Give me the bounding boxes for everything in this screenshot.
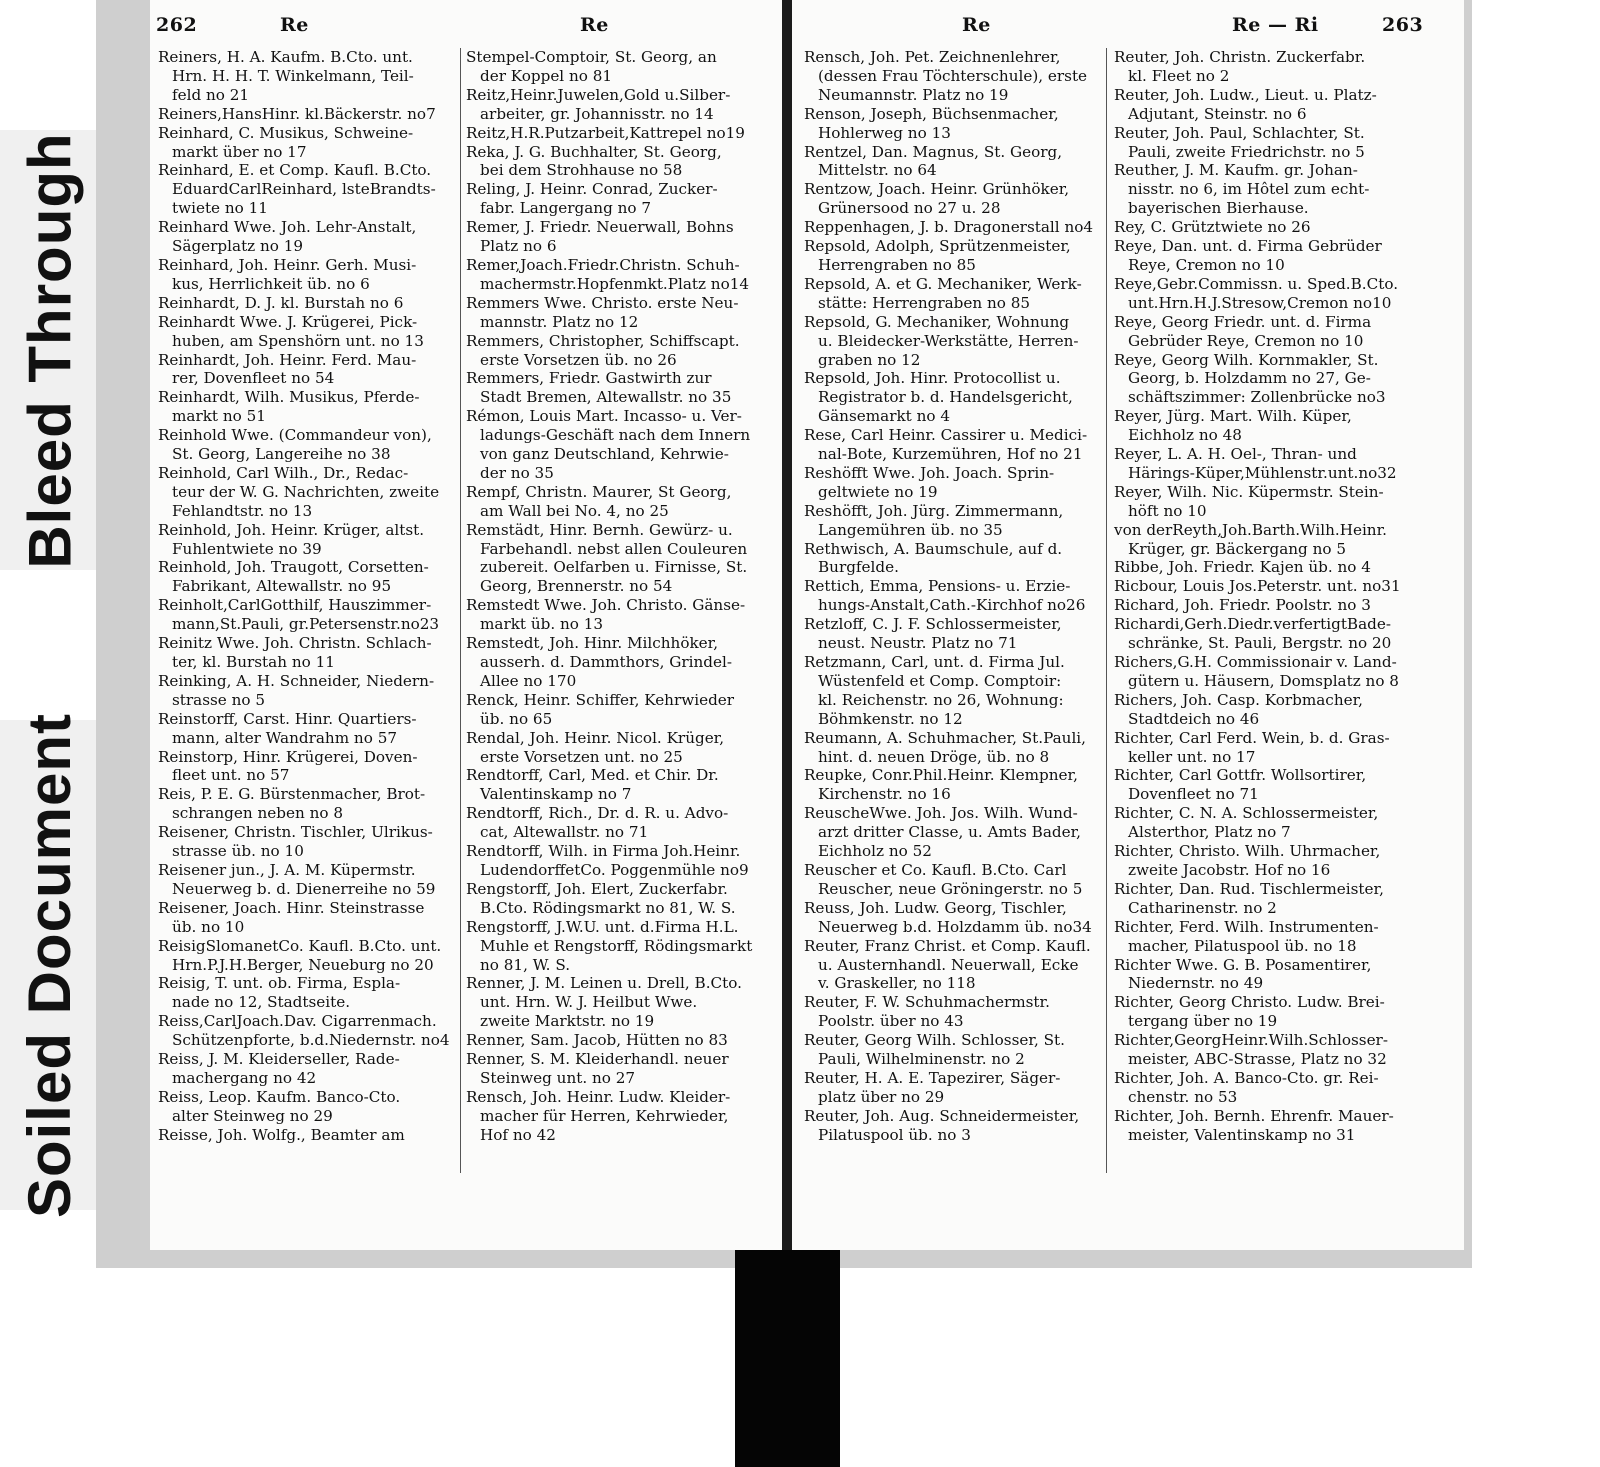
- right-running-head-center: Re: [962, 14, 991, 36]
- directory-entry-line: Langemühren üb. no 35: [818, 520, 1003, 539]
- directory-entry-line: Adjutant, Steinstr. no 6: [1128, 104, 1307, 123]
- directory-entry-line: Rengstorff, J.W.U. unt. d.Firma H.L.: [466, 917, 739, 936]
- directory-entry-line: Reisener, Joach. Hinr. Steinstrasse: [158, 898, 425, 917]
- directory-entry-line: Reinhold, Carl Wilh., Dr., Redac-: [158, 463, 409, 482]
- directory-entry-line: fleet unt. no 57: [172, 766, 290, 785]
- directory-entry-line: Reinking, A. H. Schneider, Niedern-: [158, 671, 435, 690]
- column-divider: [1106, 48, 1107, 1173]
- directory-entry-line: Repsold, Adolph, Sprützenmeister,: [804, 237, 1071, 256]
- directory-entry-line: St. Georg, Langereihe no 38: [172, 445, 391, 464]
- directory-entry-line: nisstr. no 6, im Hôtel zum echt-: [1128, 180, 1370, 199]
- directory-entry-line: Rey, C. Grütztwiete no 26: [1114, 218, 1311, 237]
- directory-entry-line: Rensch, Joh. Heinr. Ludw. Kleider-: [466, 1087, 731, 1106]
- directory-entry-line: Farbehandl. nebst allen Couleuren: [480, 539, 748, 558]
- directory-entry-line: Reiss,CarlJoach.Dav. Cigarrenmach.: [158, 1012, 437, 1031]
- directory-entry-line: (dessen Frau Töchterschule), erste: [818, 66, 1088, 85]
- directory-entry-line: der Koppel no 81: [480, 66, 613, 85]
- directory-entry-line: Reinhard, C. Musikus, Schweine-: [158, 123, 414, 142]
- directory-entry-line: Platz no 6: [480, 237, 557, 256]
- directory-entry-line: Alsterthor, Platz no 7: [1128, 823, 1291, 842]
- directory-entry-line: schränke, St. Pauli, Bergstr. no 20: [1128, 634, 1392, 653]
- directory-entry-line: Reling, J. Heinr. Conrad, Zucker-: [466, 180, 718, 199]
- directory-entry-line: Reyer, Wilh. Nic. Küpermstr. Stein-: [1114, 482, 1384, 501]
- directory-entry-line: Richter,GeorgHeinr.Wilh.Schlosser-: [1114, 1031, 1388, 1050]
- directory-entry-line: Remmers Wwe. Christo. erste Neu-: [466, 293, 739, 312]
- directory-entry-line: no 81, W. S.: [480, 955, 571, 974]
- directory-entry-line: Rendal, Joh. Heinr. Nicol. Krüger,: [466, 728, 725, 747]
- directory-entry-line: macher, Pilatuspool üb. no 18: [1128, 936, 1357, 955]
- directory-entry-line: Dovenfleet no 71: [1128, 785, 1259, 804]
- directory-entry-line: Registrator b. d. Handelsgericht,: [818, 388, 1073, 407]
- directory-entry-line: Reshöfft Wwe. Joh. Joach. Sprin-: [804, 463, 1055, 482]
- directory-entry-line: Reshöfft, Joh. Jürg. Zimmermann,: [804, 501, 1064, 520]
- directory-entry-line: Rensch, Joh. Pet. Zeichnenlehrer,: [804, 48, 1061, 66]
- directory-entry-line: Renner, Sam. Jacob, Hütten no 83: [466, 1031, 728, 1050]
- directory-entry-line: platz über no 29: [818, 1087, 945, 1106]
- directory-entry-line: Remer, J. Friedr. Neuerwall, Bohns: [466, 218, 734, 237]
- directory-entry-line: markt über no 17: [172, 142, 307, 161]
- directory-entry-line: mann, alter Wandrahm no 57: [172, 728, 398, 747]
- directory-entry-line: fabr. Langergang no 7: [480, 199, 652, 218]
- column-divider: [460, 48, 461, 1173]
- directory-entry-line: mann,St.Pauli, gr.Petersenstr.no23: [172, 615, 440, 634]
- directory-entry-line: Reiss, J. M. Kleiderseller, Rade-: [158, 1050, 400, 1069]
- directory-entry-line: Reyer, Jürg. Mart. Wilh. Küper,: [1114, 407, 1352, 426]
- directory-entry-line: Hohlerweg no 13: [818, 123, 951, 142]
- directory-entry-line: nal-Bote, Kurzemühren, Hof no 21: [818, 445, 1083, 464]
- directory-entry-line: Rese, Carl Heinr. Cassirer u. Medici-: [804, 426, 1088, 445]
- directory-entry-line: Reinhard, Joh. Heinr. Gerh. Musi-: [158, 255, 417, 274]
- directory-entry-line: strasse üb. no 10: [172, 842, 304, 861]
- directory-entry-line: Richard, Joh. Friedr. Poolstr. no 3: [1114, 596, 1371, 615]
- directory-entry-line: neust. Neustr. Platz no 71: [818, 634, 1018, 653]
- directory-entry-line: kus, Herrlichkeit üb. no 6: [172, 274, 370, 293]
- directory-entry-line: Reuscher et Co. Kaufl. B.Cto. Carl: [804, 860, 1067, 879]
- directory-entry-line: Reuter, Joh. Aug. Schneidermeister,: [804, 1106, 1080, 1125]
- directory-entry-line: Reye, Georg Wilh. Kornmakler, St.: [1114, 350, 1379, 369]
- directory-entry-line: bei dem Strohhause no 58: [480, 161, 683, 180]
- directory-entry-line: tergang über no 19: [1128, 1012, 1278, 1031]
- directory-entry-line: keller unt. no 17: [1128, 747, 1256, 766]
- directory-entry-line: strasse no 5: [172, 690, 266, 709]
- directory-entry-line: ReisigSlomanetCo. Kaufl. B.Cto. unt.: [158, 936, 442, 955]
- directory-entry-line: Reye, Cremon no 10: [1128, 255, 1285, 274]
- directory-entry-line: twiete no 11: [172, 199, 268, 218]
- directory-entry-line: Reisener jun., J. A. M. Küpermstr.: [158, 860, 416, 879]
- directory-entry-line: kl. Reichenstr. no 26, Wohnung:: [818, 690, 1064, 709]
- directory-entry-line: Rentzel, Dan. Magnus, St. Georg,: [804, 142, 1063, 161]
- directory-entry-line: Reiss, Leop. Kaufm. Banco-Cto.: [158, 1087, 401, 1106]
- directory-entry-line: Rethwisch, A. Baumschule, auf d.: [804, 539, 1063, 558]
- directory-entry-line: Muhle et Rengstorff, Rödingsmarkt: [480, 936, 753, 955]
- directory-entry-line: Rentzow, Joach. Heinr. Grünhöker,: [804, 180, 1070, 199]
- directory-entry-line: Böhmkenstr. no 12: [818, 709, 963, 728]
- directory-entry-line: hungs-Anstalt,Cath.-Kirchhof no26: [818, 596, 1086, 615]
- directory-entry-line: unt.Hrn.H.J.Stresow,Cremon no10: [1128, 293, 1392, 312]
- directory-entry-line: Richardi,Gerh.Diedr.verfertigtBade-: [1114, 615, 1391, 634]
- directory-entry-line: erste Vorsetzen üb. no 26: [480, 350, 677, 369]
- right-page-number: 263: [1382, 14, 1424, 36]
- directory-entry-line: Remmers, Christopher, Schiffscapt.: [466, 331, 740, 350]
- directory-entry-line: Richers, Joh. Casp. Korbmacher,: [1114, 690, 1364, 709]
- directory-entry-line: Reinhold Wwe. (Commandeur von),: [158, 426, 432, 445]
- directory-entry-line: höft no 10: [1128, 501, 1207, 520]
- directory-entry-line: Schützenpforte, b.d.Niedernstr. no4: [172, 1031, 450, 1050]
- directory-entry-line: Poolstr. über no 43: [818, 1012, 964, 1031]
- book-gutter: [782, 0, 792, 1258]
- directory-entry-line: Neumannstr. Platz no 19: [818, 85, 1009, 104]
- directory-entry-line: Fabrikant, Altewallstr. no 95: [172, 577, 392, 596]
- directory-entry-line: mannstr. Platz no 12: [480, 312, 639, 331]
- directory-entry-line: Reinhardt, Wilh. Musikus, Pferde-: [158, 388, 420, 407]
- directory-entry-line: Reiners, H. A. Kaufm. B.Cto. unt.: [158, 48, 413, 66]
- directory-entry-line: Gänsemarkt no 4: [818, 407, 951, 426]
- directory-entry-line: ter, kl. Burstah no 11: [172, 653, 335, 671]
- directory-entry-line: am Wall bei No. 4, no 25: [480, 501, 669, 520]
- directory-entry-line: geltwiete no 19: [818, 482, 938, 501]
- directory-entry-line: Catharinenstr. no 2: [1128, 898, 1277, 917]
- directory-entry-line: v. Graskeller, no 118: [818, 974, 976, 993]
- directory-entry-line: Richter, Ferd. Wilh. Instrumenten-: [1114, 917, 1379, 936]
- directory-entry-line: Niedernstr. no 49: [1128, 974, 1264, 993]
- directory-entry-line: Georg, Brennerstr. no 54: [480, 577, 673, 596]
- directory-entry-line: meister, Valentinskamp no 31: [1128, 1125, 1356, 1144]
- directory-entry-line: Remmers, Friedr. Gastwirth zur: [466, 369, 712, 388]
- directory-entry-line: Reinstorp, Hinr. Krügerei, Doven-: [158, 747, 418, 766]
- directory-entry-line: Richter, Carl Gottfr. Wollsortirer,: [1114, 766, 1367, 785]
- directory-entry-line: markt üb. no 13: [480, 615, 604, 634]
- directory-entry-line: Reinitz Wwe. Joh. Christn. Schlach-: [158, 634, 432, 653]
- directory-entry-line: macher für Herren, Kehrwieder,: [480, 1106, 729, 1125]
- directory-entry-line: Krüger, gr. Bäckergang no 5: [1128, 539, 1347, 558]
- directory-entry-line: Repsold, G. Mechaniker, Wohnung: [804, 312, 1070, 331]
- directory-entry-line: Reitz,Heinr.Juwelen,Gold u.Silber-: [466, 85, 731, 104]
- directory-entry-line: Stadt Bremen, Altewallstr. no 35: [480, 388, 732, 407]
- directory-entry-line: Pauli, Wilhelminenstr. no 2: [818, 1050, 1025, 1069]
- directory-entry-line: Reuter, Joh. Paul, Schlachter, St.: [1114, 123, 1365, 142]
- directory-entry-line: Rettich, Emma, Pensions- u. Erzie-: [804, 577, 1071, 596]
- directory-entry-line: arzt dritter Classe, u. Amts Bader,: [818, 823, 1082, 842]
- left-page-column-2: [466, 48, 766, 1145]
- directory-entry-line: Reye,Gebr.Commissn. u. Sped.B.Cto.: [1114, 274, 1399, 293]
- directory-entry-line: feld no 21: [172, 85, 250, 104]
- directory-entry-line: Stadtdeich no 46: [1128, 709, 1260, 728]
- directory-entry-line: zweite Marktstr. no 19: [480, 1012, 655, 1031]
- left-page-number: 262: [156, 14, 198, 36]
- directory-entry-line: Valentinskamp no 7: [480, 785, 632, 804]
- directory-entry-line: Reinhard Wwe. Joh. Lehr-Anstalt,: [158, 218, 417, 237]
- directory-entry-line: Härings-Küper,Mühlenstr.unt.no32: [1128, 463, 1397, 482]
- directory-entry-line: Reuter, Georg Wilh. Schlosser, St.: [804, 1031, 1065, 1050]
- directory-entry-line: Hof no 42: [480, 1125, 556, 1144]
- directory-entry-line: Steinweg unt. no 27: [480, 1068, 636, 1087]
- directory-entry-line: Fuhlentwiete no 39: [172, 539, 322, 558]
- directory-entry-line: Hrn. H. H. T. Winkelmann, Teil-: [172, 66, 414, 85]
- directory-entry-line: von derReyth,Joh.Barth.Wilh.Heinr.: [1114, 520, 1388, 539]
- directory-entry-line: Stempel-Comptoir, St. Georg, an: [466, 48, 717, 66]
- directory-entry-line: Pilatuspool üb. no 3: [818, 1125, 971, 1144]
- directory-entry-line: alter Steinweg no 29: [172, 1106, 333, 1125]
- directory-entry-line: zweite Jacobstr. Hof no 16: [1128, 860, 1331, 879]
- left-page: [150, 0, 784, 1250]
- directory-entry-line: cat, Altewallstr. no 71: [480, 823, 649, 842]
- directory-entry-line: Reiners,HansHinr. kl.Bäckerstr. no7: [158, 104, 436, 123]
- directory-entry-line: stätte: Herrengraben no 85: [818, 293, 1031, 312]
- directory-entry-line: Reuss, Joh. Ludw. Georg, Tischler,: [804, 898, 1067, 917]
- directory-entry-line: bayerischen Bierhause.: [1128, 199, 1309, 218]
- directory-entry-line: Reinstorff, Carst. Hinr. Quartiers-: [158, 709, 417, 728]
- directory-entry-line: Pauli, zweite Friedrichstr. no 5: [1128, 142, 1365, 161]
- directory-entry-line: Reinholt,CarlGotthilf, Hauszimmer-: [158, 596, 432, 615]
- directory-entry-line: Eichholz no 48: [1128, 426, 1242, 445]
- directory-entry-line: Repsold, A. et G. Mechaniker, Werk-: [804, 274, 1082, 293]
- directory-entry-line: huben, am Spenshörn unt. no 13: [172, 331, 424, 350]
- directory-entry-line: Eichholz no 52: [818, 842, 932, 861]
- directory-entry-line: Reyer, L. A. H. Oel-, Thran- und: [1114, 445, 1357, 464]
- directory-entry-line: Reuter, Joh. Christn. Zuckerfabr.: [1114, 48, 1366, 66]
- directory-entry-line: Rempf, Christn. Maurer, St Georg,: [466, 482, 732, 501]
- directory-entry-line: Renson, Joseph, Büchsenmacher,: [804, 104, 1059, 123]
- directory-entry-line: Retzloff, C. J. F. Schlossermeister,: [804, 615, 1062, 634]
- directory-entry-line: zubereit. Oelfarben u. Firnisse, St.: [480, 558, 748, 577]
- directory-entry-line: Reye, Dan. unt. d. Firma Gebrüder: [1114, 237, 1382, 256]
- directory-entry-line: Wüstenfeld et Comp. Comptoir:: [818, 671, 1062, 690]
- directory-entry-line: u. Bleidecker-Werkstätte, Herren-: [818, 331, 1079, 350]
- directory-entry-line: hint. d. neuen Dröge, üb. no 8: [818, 747, 1050, 766]
- directory-entry-line: Reinhardt Wwe. J. Krügerei, Pick-: [158, 312, 418, 331]
- directory-entry-line: Ribbe, Joh. Friedr. Kajen üb. no 4: [1114, 558, 1371, 577]
- directory-entry-line: Reinhold, Joh. Heinr. Krüger, altst.: [158, 520, 425, 539]
- directory-entry-line: teur der W. G. Nachrichten, zweite: [172, 482, 440, 501]
- directory-entry-line: Herrengraben no 85: [818, 255, 976, 274]
- directory-entry-line: Hrn.P.J.H.Berger, Neueburg no 20: [172, 955, 434, 974]
- left-running-head-center: Re: [580, 14, 609, 36]
- directory-entry-line: schrangen neben no 8: [172, 804, 344, 823]
- directory-entry-line: Georg, b. Holzdamm no 27, Ge-: [1128, 369, 1371, 388]
- directory-entry-line: kl. Fleet no 2: [1128, 66, 1230, 85]
- directory-entry-line: Neuerweg b. d. Dienerreihe no 59: [172, 879, 436, 898]
- directory-entry-line: Richter, Christo. Wilh. Uhrmacher,: [1114, 842, 1381, 861]
- directory-entry-line: markt no 51: [172, 407, 266, 426]
- directory-entry-line: Kirchenstr. no 16: [818, 785, 951, 804]
- directory-entry-line: EduardCarlReinhard, lsteBrandts-: [172, 180, 436, 199]
- directory-entry-line: Reuter, Franz Christ. et Comp. Kaufl.: [804, 936, 1091, 955]
- directory-entry-line: Neuerweg b.d. Holzdamm üb. no34: [818, 917, 1092, 936]
- directory-entry-line: Richter, Joh. Bernh. Ehrenfr. Mauer-: [1114, 1106, 1394, 1125]
- directory-entry-line: Rendtorff, Carl, Med. et Chir. Dr.: [466, 766, 719, 785]
- right-page-column-1: [804, 48, 1104, 1145]
- directory-entry-line: Richter, Joh. A. Banco-Cto. gr. Rei-: [1114, 1068, 1379, 1087]
- directory-entry-line: graben no 12: [818, 350, 921, 369]
- directory-entry-line: Reuther, J. M. Kaufm. gr. Johan-: [1114, 161, 1358, 180]
- directory-entry-line: Reuter, Joh. Ludw., Lieut. u. Platz-: [1114, 85, 1377, 104]
- directory-entry-line: Reppenhagen, J. b. Dragonerstall no4: [804, 218, 1094, 237]
- directory-entry-line: u. Austernhandl. Neuerwall, Ecke: [818, 955, 1079, 974]
- directory-entry-line: Rendtorff, Rich., Dr. d. R. u. Advo-: [466, 804, 729, 823]
- directory-entry-line: Reka, J. G. Buchhalter, St. Georg,: [466, 142, 722, 161]
- directory-entry-line: der no 35: [480, 463, 554, 482]
- directory-entry-line: Richter, C. N. A. Schlossermeister,: [1114, 804, 1379, 823]
- directory-entry-line: Renner, J. M. Leinen u. Drell, B.Cto.: [466, 974, 742, 993]
- directory-entry-line: Reinhardt, D. J. kl. Burstah no 6: [158, 293, 404, 312]
- directory-entry-line: Reuscher, neue Gröningerstr. no 5: [818, 879, 1083, 898]
- directory-entry-line: Reumann, A. Schuhmacher, St.Pauli,: [804, 728, 1086, 747]
- directory-entry-line: Reinhold, Joh. Traugott, Corsetten-: [158, 558, 429, 577]
- directory-entry-line: Remstedt, Joh. Hinr. Milchhöker,: [466, 634, 719, 653]
- directory-entry-line: Mittelstr. no 64: [818, 161, 937, 180]
- directory-entry-line: machergang no 42: [172, 1068, 317, 1087]
- directory-entry-line: Reisse, Joh. Wolfg., Beamter am: [158, 1125, 405, 1144]
- directory-entry-line: Remstädt, Hinr. Bernh. Gewürz- u.: [466, 520, 733, 539]
- directory-entry-line: gütern u. Häusern, Domsplatz no 8: [1128, 671, 1399, 690]
- directory-entry-line: Reuter, H. A. E. Tapezirer, Säger-: [804, 1068, 1061, 1087]
- directory-entry-line: arbeiter, gr. Johannisstr. no 14: [480, 104, 714, 123]
- directory-entry-line: machermstr.Hopfenmkt.Platz no14: [480, 274, 750, 293]
- directory-entry-line: Remstedt Wwe. Joh. Christo. Gänse-: [466, 596, 746, 615]
- right-page-column-2: [1114, 48, 1414, 1145]
- directory-entry-line: Reinhard, E. et Comp. Kaufl. B.Cto.: [158, 161, 432, 180]
- directory-entry-line: Reuter, F. W. Schuhmachermstr.: [804, 993, 1050, 1012]
- right-running-head: Re — Ri: [1232, 14, 1319, 36]
- directory-entry-line: Reye, Georg Friedr. unt. d. Firma: [1114, 312, 1372, 331]
- soiled-document-label: Soiled Document: [0, 720, 100, 1210]
- directory-entry-line: erste Vorsetzen unt. no 25: [480, 747, 683, 766]
- directory-entry-line: Rengstorff, Joh. Elert, Zuckerfabr.: [466, 879, 728, 898]
- directory-entry-line: chenstr. no 53: [1128, 1087, 1238, 1106]
- directory-entry-line: Remer,Joach.Friedr.Christn. Schuh-: [466, 255, 740, 274]
- directory-entry-line: Burgfelde.: [818, 558, 899, 577]
- directory-entry-line: von ganz Deutschland, Kehrwie-: [480, 445, 729, 464]
- directory-entry-line: üb. no 10: [172, 917, 245, 936]
- directory-entry-line: Rendtorff, Wilh. in Firma Joh.Heinr.: [466, 842, 741, 861]
- directory-entry-line: Richter, Carl Ferd. Wein, b. d. Gras-: [1114, 728, 1390, 747]
- directory-entry-line: Reitz,H.R.Putzarbeit,Kattrepel no19: [466, 123, 745, 142]
- directory-entry-line: üb. no 65: [480, 709, 553, 728]
- directory-entry-line: schäftszimmer: Zollenbrücke no3: [1128, 388, 1386, 407]
- left-running-head: Re: [280, 14, 309, 36]
- directory-entry-line: Richter, Georg Christo. Ludw. Brei-: [1114, 993, 1385, 1012]
- left-page-column-1: [158, 48, 458, 1145]
- directory-entry-line: ausserh. d. Dammthors, Grindel-: [480, 653, 732, 671]
- directory-entry-line: Richter, Dan. Rud. Tischlermeister,: [1114, 879, 1384, 898]
- directory-entry-line: unt. Hrn. W. J. Heilbut Wwe.: [480, 993, 698, 1012]
- directory-entry-line: Richers,G.H. Commissionair v. Land-: [1114, 653, 1397, 671]
- directory-entry-line: Reupke, Conr.Phil.Heinr. Klempner,: [804, 766, 1078, 785]
- directory-entry-line: Reinhardt, Joh. Heinr. Ferd. Mau-: [158, 350, 417, 369]
- directory-entry-line: Ricbour, Louis Jos.Peterstr. unt. no31: [1114, 577, 1401, 596]
- directory-entry-line: Reis, P. E. G. Bürstenmacher, Brot-: [158, 785, 426, 804]
- directory-entry-line: Sägerplatz no 19: [172, 237, 304, 256]
- directory-entry-line: Fehlandtstr. no 13: [172, 501, 313, 520]
- directory-entry-line: Gebrüder Reye, Cremon no 10: [1128, 331, 1364, 350]
- right-page: [792, 0, 1464, 1250]
- directory-entry-line: Reisig, T. unt. ob. Firma, Espla-: [158, 974, 401, 993]
- directory-entry-line: Renner, S. M. Kleiderhandl. neuer: [466, 1050, 729, 1069]
- directory-entry-line: LudendorffetCo. Poggenmühle no9: [480, 860, 749, 879]
- directory-entry-line: Rémon, Louis Mart. Incasso- u. Ver-: [466, 407, 742, 426]
- directory-entry-line: Repsold, Joh. Hinr. Protocollist u.: [804, 369, 1061, 388]
- bookmark-ribbon: [735, 1250, 840, 1467]
- directory-entry-line: Retzmann, Carl, unt. d. Firma Jul.: [804, 653, 1065, 671]
- directory-entry-line: Reisener, Christn. Tischler, Ulrikus-: [158, 823, 433, 842]
- directory-entry-line: rer, Dovenfleet no 54: [172, 369, 335, 388]
- directory-entry-line: meister, ABC-Strasse, Platz no 32: [1128, 1050, 1387, 1069]
- directory-entry-line: Grünersood no 27 u. 28: [818, 199, 1001, 218]
- directory-entry-line: Renck, Heinr. Schiffer, Kehrwieder: [466, 690, 735, 709]
- directory-entry-line: ReuscheWwe. Joh. Jos. Wilh. Wund-: [804, 804, 1078, 823]
- directory-entry-line: Richter Wwe. G. B. Posamentirer,: [1114, 955, 1372, 974]
- directory-entry-line: nade no 12, Stadtseite.: [172, 993, 351, 1012]
- directory-entry-line: B.Cto. Rödingsmarkt no 81, W. S.: [480, 898, 736, 917]
- directory-entry-line: ladungs-Geschäft nach dem Innern: [480, 426, 751, 445]
- directory-entry-line: Allee no 170: [480, 671, 577, 690]
- bleed-through-label: Bleed Through: [0, 130, 100, 570]
